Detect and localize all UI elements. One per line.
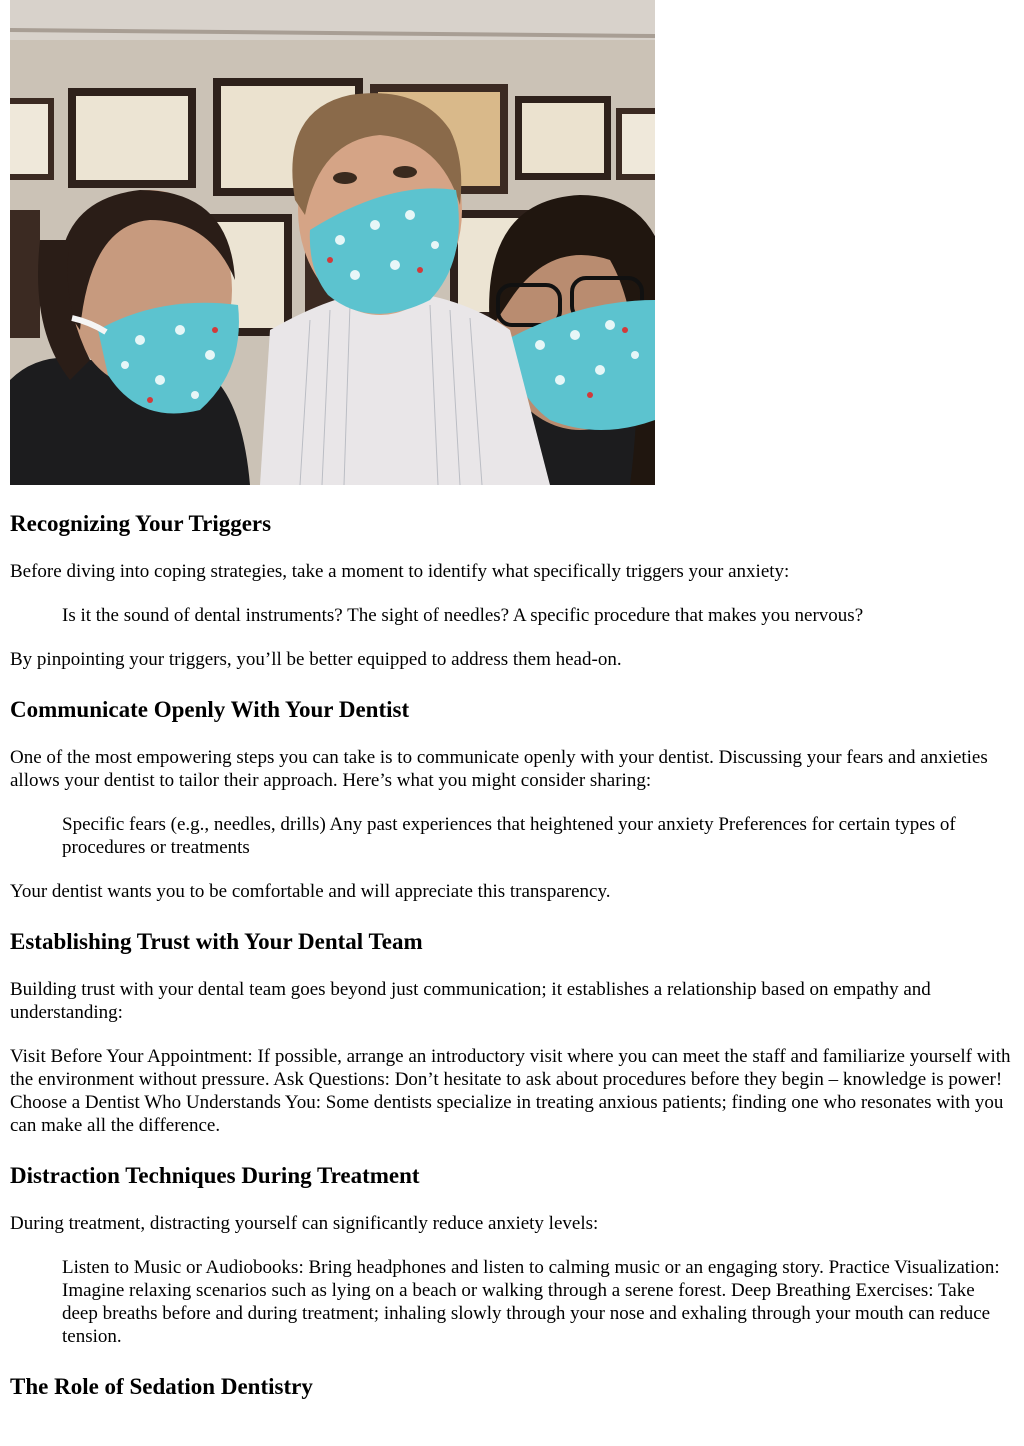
communicate-outro: Your dentist wants you to be comfortable and will appreciate this transparency. — [10, 881, 611, 902]
trust-intro: Building trust with your dental team goes beyond just communication; it establishes a relationship based on empathy and understanding: — [10, 979, 931, 1023]
team-photo-illustration — [10, 0, 655, 485]
heading-trust: Establishing Trust with Your Dental Team — [10, 929, 423, 954]
heading-distraction: Distraction Techniques During Treatment — [10, 1163, 420, 1188]
distraction-quote: Listen to Music or Audiobooks: Bring headphones and listen to calming music or an engaging story. Practice Visualization: Imagine relaxing scenarios such as lying on a beach or walking through a serene forest. Deep Breathing Exercises: Take deep breaths before and during treatment; inhaling slowly through your nose and exhaling through your mouth can reduce tension. — [62, 1257, 1000, 1347]
heading-sedation: The Role of Sedation Dentistry — [10, 1374, 313, 1399]
communicate-quote: Specific fears (e.g., needles, drills) Any past experiences that heightened your anxiety Preferences for certain types of procedures or treatments — [62, 814, 956, 858]
distraction-intro: During treatment, distracting yourself can significantly reduce anxiety levels: — [10, 1213, 599, 1234]
trust-body: Visit Before Your Appointment: If possible, arrange an introductory visit where you can meet the staff and familiarize yourself with the environment without pressure. Ask Questions: Don’t hesitate to ask about procedures before they begin – knowledge is power! Choose a Dentist Who Understands You: Some dentists specialize in treating anxious patients; finding one who resonates with you can make all the difference. — [10, 1046, 1011, 1136]
triggers-quote: Is it the sound of dental instruments? The sight of needles? A specific procedure that makes you nervous? — [62, 605, 864, 626]
communicate-intro: One of the most empowering steps you can take is to communicate openly with your dentist. Discussing your fears and anxieties allows your dentist to tailor their approach. Here’s what you might consider sharing: — [10, 747, 988, 791]
heading-triggers: Recognizing Your Triggers — [10, 511, 272, 536]
triggers-outro: By pinpointing your triggers, you’ll be better equipped to address them head-on. — [10, 649, 622, 670]
triggers-intro: Before diving into coping strategies, take a moment to identify what specifically triggers your anxiety: — [10, 561, 790, 582]
heading-communicate: Communicate Openly With Your Dentist — [10, 697, 410, 722]
team-photo — [10, 0, 655, 485]
